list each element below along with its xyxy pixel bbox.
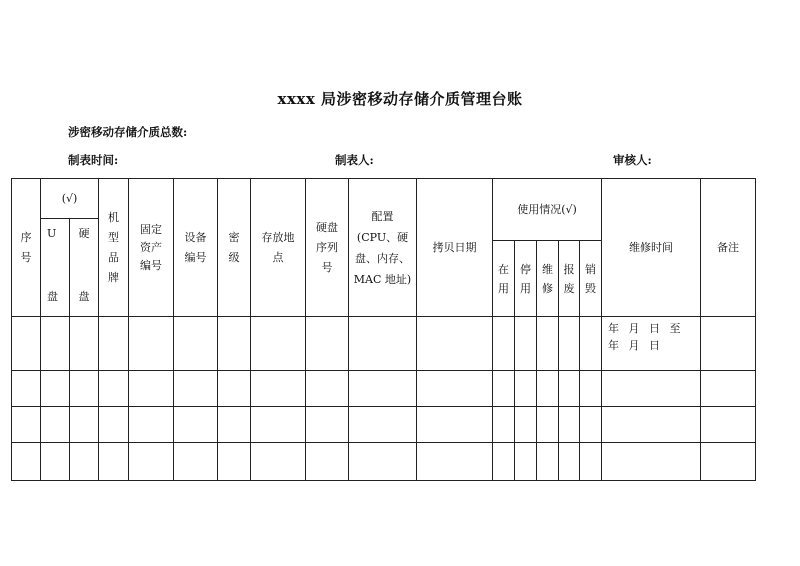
cell[interactable]	[493, 443, 515, 481]
cell[interactable]	[41, 407, 70, 443]
cell[interactable]	[218, 317, 251, 371]
header-remarks: 备注	[701, 179, 756, 317]
header-hard-disk: 硬 盘	[70, 219, 99, 317]
header-usage: 使用情况(√)	[493, 179, 602, 241]
cell[interactable]	[129, 443, 174, 481]
ledger-table	[11, 178, 756, 481]
header-copy-date: 拷贝日期	[417, 179, 493, 317]
cell[interactable]	[493, 317, 515, 371]
cell[interactable]	[349, 443, 417, 481]
table-row	[12, 407, 756, 443]
cell[interactable]	[99, 443, 129, 481]
cell[interactable]	[251, 371, 306, 407]
cell[interactable]	[306, 407, 349, 443]
page-title: xxxx 局涉密移动存储介质管理台账	[277, 90, 523, 108]
header-device-no: 设备编号	[174, 179, 218, 317]
cell[interactable]	[580, 443, 602, 481]
cell[interactable]	[515, 407, 537, 443]
cell[interactable]	[41, 443, 70, 481]
cell[interactable]	[218, 443, 251, 481]
cell[interactable]	[493, 371, 515, 407]
cell[interactable]	[417, 317, 493, 371]
header-asset-no: 固定资产编号	[129, 179, 174, 317]
cell[interactable]	[602, 443, 701, 481]
cell[interactable]	[99, 407, 129, 443]
cell[interactable]	[537, 371, 559, 407]
table-row	[12, 317, 756, 371]
cell[interactable]	[12, 371, 41, 407]
cell[interactable]	[251, 407, 306, 443]
cell[interactable]	[70, 407, 99, 443]
usage-stopped: 停用	[515, 241, 537, 317]
cell[interactable]	[251, 443, 306, 481]
header-model-brand: 机型品牌	[99, 179, 129, 317]
cell[interactable]	[218, 371, 251, 407]
cell[interactable]	[70, 443, 99, 481]
header-repair-time: 维修时间	[602, 179, 701, 317]
header-row-1	[12, 179, 756, 219]
cell[interactable]	[417, 407, 493, 443]
cell[interactable]	[306, 371, 349, 407]
header-config: 配置(CPU、硬盘、内存、MAC 地址)	[349, 179, 417, 317]
cell[interactable]	[515, 443, 537, 481]
cell[interactable]	[174, 443, 218, 481]
cell[interactable]	[12, 407, 41, 443]
cell[interactable]	[99, 371, 129, 407]
repair-time-cell[interactable]: 年 月 日 至 年 月 日	[602, 317, 701, 371]
cell[interactable]	[493, 407, 515, 443]
cell[interactable]	[559, 317, 580, 371]
cell[interactable]	[537, 317, 559, 371]
cell[interactable]	[41, 317, 70, 371]
cell[interactable]	[12, 317, 41, 371]
cell[interactable]	[559, 407, 580, 443]
cell[interactable]	[580, 317, 602, 371]
header-location: 存放地点	[251, 179, 306, 317]
cell[interactable]	[70, 371, 99, 407]
cell[interactable]	[701, 407, 756, 443]
cell[interactable]	[580, 371, 602, 407]
cell[interactable]	[174, 407, 218, 443]
header-serial-no: 硬盘序列号	[306, 179, 349, 317]
cell[interactable]	[41, 371, 70, 407]
header-secret-level: 密级	[218, 179, 251, 317]
header-seq: 序号	[12, 179, 41, 317]
cell[interactable]	[417, 443, 493, 481]
made-by-label: 制表人:	[335, 153, 374, 167]
cell[interactable]	[99, 317, 129, 371]
cell[interactable]	[70, 317, 99, 371]
header-u-disk: U 盘	[41, 219, 70, 317]
cell[interactable]	[537, 443, 559, 481]
cell[interactable]	[174, 317, 218, 371]
cell[interactable]	[129, 407, 174, 443]
cell[interactable]	[12, 443, 41, 481]
table-row	[12, 443, 756, 481]
usage-destroyed: 销毁	[580, 241, 602, 317]
cell[interactable]	[559, 443, 580, 481]
cell[interactable]	[537, 407, 559, 443]
made-time-label: 制表时间:	[68, 153, 119, 167]
cell[interactable]	[349, 371, 417, 407]
cell[interactable]	[580, 407, 602, 443]
cell[interactable]	[349, 317, 417, 371]
usage-repair: 维修	[537, 241, 559, 317]
cell[interactable]	[515, 371, 537, 407]
usage-in-use: 在用	[493, 241, 515, 317]
cell[interactable]	[129, 317, 174, 371]
header-check-mark: (√)	[41, 179, 99, 219]
cell[interactable]	[602, 407, 701, 443]
usage-scrapped: 报废	[559, 241, 580, 317]
cell[interactable]	[349, 407, 417, 443]
cell[interactable]	[559, 371, 580, 407]
table-row	[12, 371, 756, 407]
cell[interactable]	[701, 317, 756, 371]
total-count-label: 涉密移动存储介质总数:	[68, 125, 188, 139]
cell[interactable]	[417, 371, 493, 407]
cell[interactable]	[174, 371, 218, 407]
cell[interactable]	[129, 371, 174, 407]
cell[interactable]	[701, 443, 756, 481]
cell[interactable]	[251, 317, 306, 371]
cell[interactable]	[306, 317, 349, 371]
reviewer-label: 审核人:	[613, 153, 652, 167]
cell[interactable]	[515, 317, 537, 371]
cell[interactable]	[602, 371, 701, 407]
cell[interactable]	[306, 443, 349, 481]
cell[interactable]	[218, 407, 251, 443]
cell[interactable]	[701, 371, 756, 407]
